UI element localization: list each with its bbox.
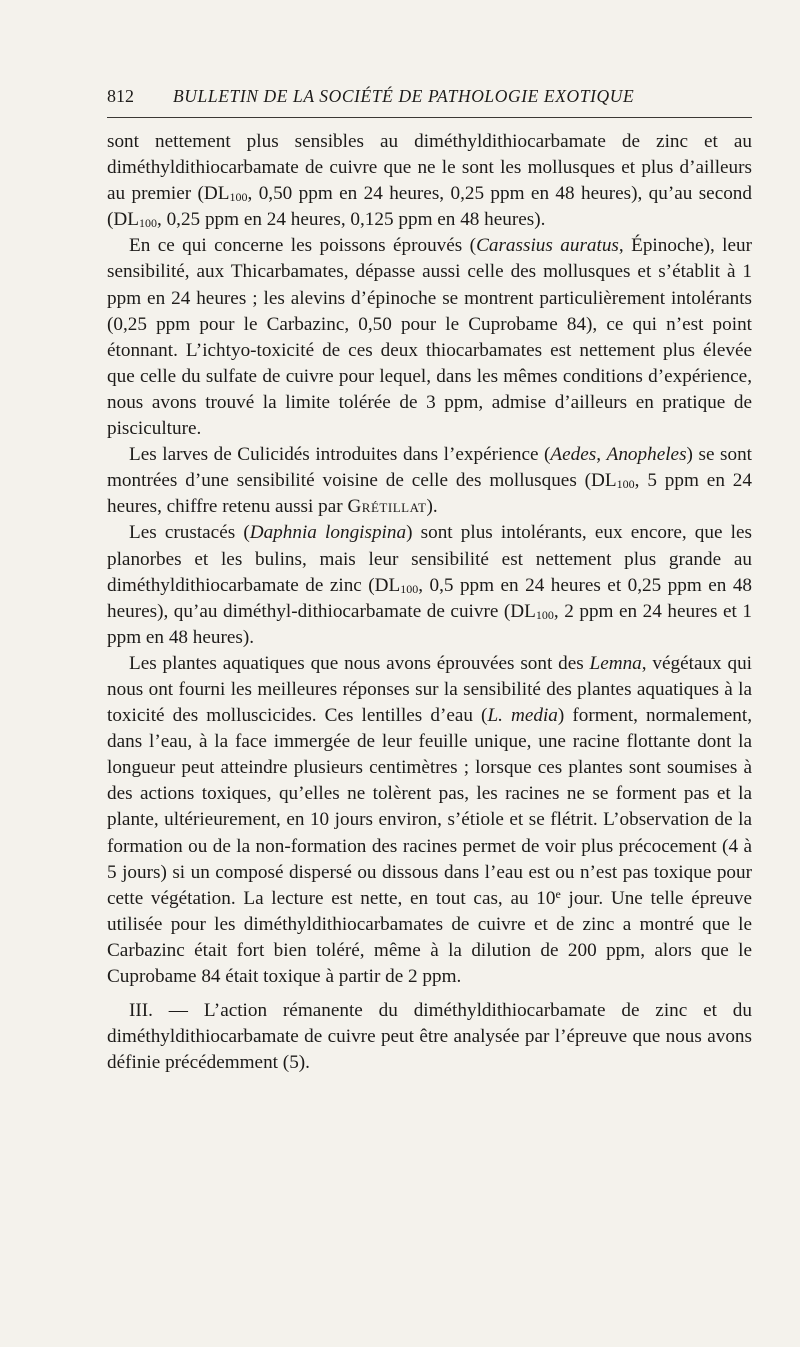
body-text (107, 129, 752, 1076)
paragraph-culicid-larvae: Les larves de Culicidés introduites dans l’expérience (Aedes, Anopheles) se sont montrées d’une sensibilité voisine de celle des mollusques ($DL_{100}$, 5 ppm en 24 heures, chiffre retenu aussi par Grétillat). (107, 444, 753, 518)
paragraph-molluscs-comparison: sont nettement plus sensibles au diméthyldithiocarbamate de zinc et au diméthyldithiocarbamate de cuivre que ne le sont les mollusques et plus d’ailleurs au premier ($DL_{100}$, 0,50 ppm en 24 heures, 0,25 ppm en 48 heures), qu’au second ($DL_{100}$, 0,25 ppm en 24 heures, 0,125 ppm en 48 heures). (107, 131, 752, 231)
page-number: 812 (107, 86, 134, 106)
paragraph-fish: En ce qui concerne les poissons éprouvés (Carassius auratus, Épinoche), leur sensibilité, aux Thicarbamates, dépasse aussi celle des mollusques et s’établit à 1 ppm en 24 heures ; les alevins d’épinoche se montrent particulièrement intolérants (0,25 ppm pour le Carbazinc, 0,50 pour le Cuprobame 84), ce qui n’est point étonnant. L’ichtyo-toxicité de ces deux thiocarbamates est nettement plus élevée que celle du sulfate de cuivre pour lequel, dans les mêmes conditions d’expérience, nous avons trouvé la limite tolérée de 3 ppm, admise d’ailleurs en pratique de pisciculture. (107, 235, 753, 440)
running-title: BULLETIN DE LA SOCIÉTÉ DE PATHOLOGIE EXOTIQUE (173, 86, 635, 106)
paragraph-crustaceans: Les crustacés (Daphnia longispina) sont plus intolérants, eux encore, que les planorbes et les bulins, mais leur sensibilité est nettement plus grande au diméthyldithiocarbamate de zinc ($DL_{100}$, 0,5 ppm en 24 heures et 0,25 ppm en 48 heures), qu’au diméthyl-dithiocarbamate de cuivre ($DL_{100}$, 2 ppm en 24 heures et 1 ppm en 48 heures). (107, 522, 753, 648)
paragraph-section-iii: III. — L’action rémanente du diméthyldithiocarbamate de zinc et du diméthyldithiocarbamate de cuivre peut être analysée par l’épreuve que nous avons définie précédemment (5). (107, 1000, 752, 1074)
header-rule (107, 117, 752, 118)
paragraph-aquatic-plants: Les plantes aquatiques que nous avons éprouvées sont des Lemna, végétaux qui nous ont fourni les meilleures réponses sur la sensibilité des plantes aquatiques à la toxicité des molluscicides. Ces lentilles d’eau (L. media) forment, normalement, dans l’eau, à la face immergée de leur feuille unique, une racine flottante dont la longueur peut atteindre plusieurs centimètres ; lorsque ces plantes sont soumises à des actions toxiques, qu’elles ne tolèrent pas, les racines ne se forment pas et la plante, ultérieurement, en 10 jours environ, s’étiole et se flétrit. L’observation de la formation ou de la non-formation des racines permet de voir plus précocement (4 à 5 jours) si un composé dispersé ou dissous dans l’eau est ou n’est pas toxique pour cette végétation. La lecture est nette, en tout cas, au 10e jour. Une telle épreuve utilisée pour les diméthyldithiocarbamates de cuivre et de zinc a montré que le Carbazinc était fort bien toléré, même à la dilution de 200 ppm, alors que le Cuprobame 84 était toxique à partir de 2 ppm. (107, 652, 753, 987)
page-header (107, 86, 752, 114)
